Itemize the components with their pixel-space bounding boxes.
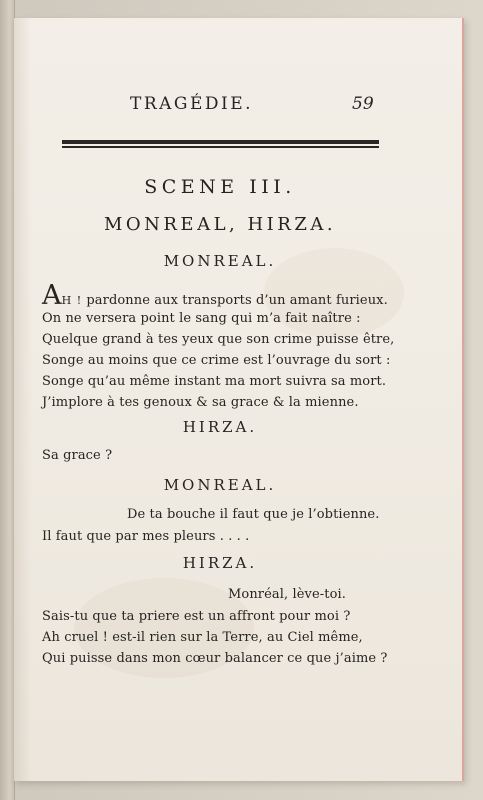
verse-line: Songe qu’au même instant ma mort suivra sa mort. [42,374,387,389]
verse-line: J’implore à tes genoux & sa grace & la mienne. [42,395,359,410]
rule-thin-line [62,146,379,148]
double-rule-divider [62,140,379,149]
verse-line: Il faut que par mes pleurs . . . . [42,529,250,544]
verse-line: De ta bouche il faut que je l’obtienne. [127,507,380,522]
verse-line: Ah cruel ! est-il rien sur la Terre, au Ciel même, [42,630,363,645]
rule-thick-line [62,140,379,144]
verse-line: Monréal, lève-toi. [228,587,347,602]
first-word-smallcaps: H ! [61,294,83,307]
book-page [14,18,464,781]
verse-line: Sais-tu que ta priere est un affront pour moi ? [42,609,351,624]
speaker-name: MONREAL. [163,476,277,494]
running-head: TRAGÉDIE. [130,94,254,114]
drop-cap: A [42,280,62,311]
scene-heading: SCENE III. [144,176,296,198]
characters-heading: MONREAL, HIRZA. [103,214,337,235]
verse-line: Qui puisse dans mon cœur balancer ce que j’aime ? [42,651,388,666]
facing-page-edge [0,0,15,800]
speaker-name: HIRZA. [182,554,258,572]
page-number: 59 [352,94,374,114]
speaker-name: HIRZA. [182,418,258,436]
verse-line: On ne versera point le sang qui m’a fait naître : [42,311,361,326]
verse-line: Songe au moins que ce crime est l’ouvrage du sort : [42,353,391,368]
speaker-name: MONREAL. [163,252,277,270]
verse-line: Quelque grand à tes yeux que son crime puisse être, [42,332,395,347]
verse-line-with-drop-cap [42,282,388,309]
verse-line: Sa grace ? [42,448,113,463]
first-line-text: pardonne aux transports d’un amant furieux. [82,293,388,308]
